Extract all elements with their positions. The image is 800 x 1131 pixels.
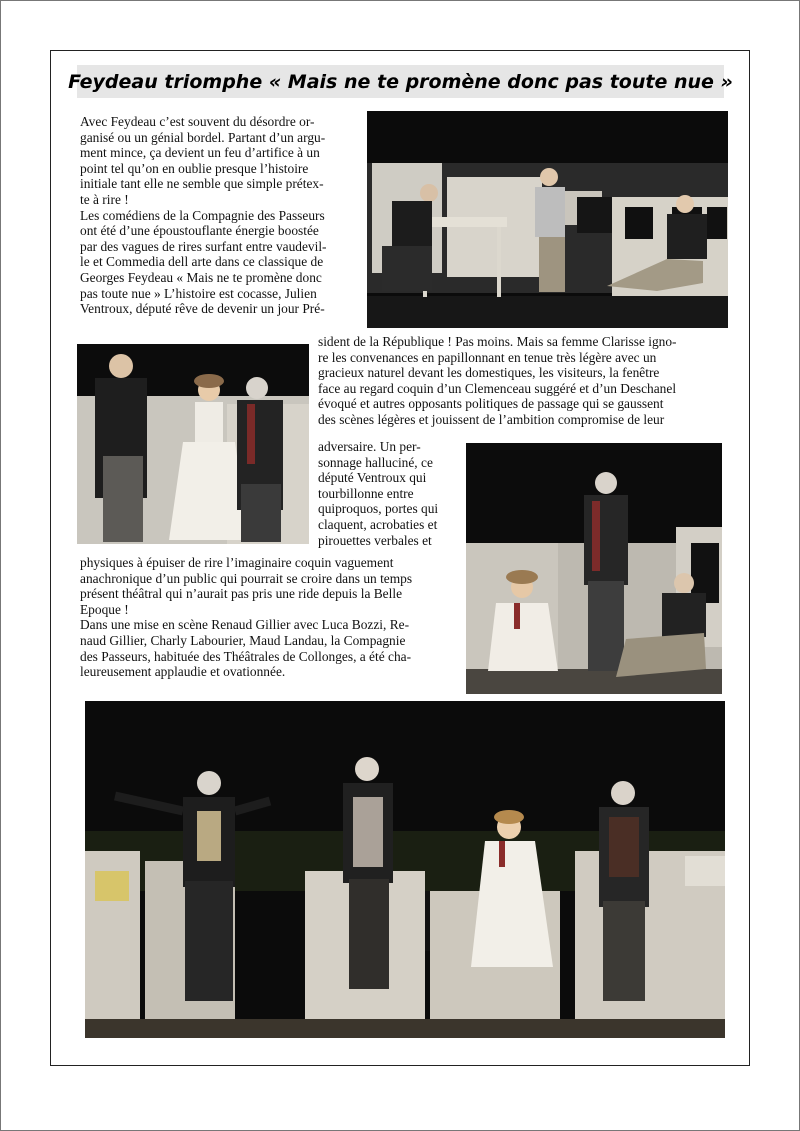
- text-line: ment mince, ça devient un feu d’artifice à un: [80, 145, 320, 161]
- text-line: initiale tant elle ne semble que simple prétex-: [80, 176, 324, 192]
- text-line: sonnage halluciné, ce: [318, 454, 433, 470]
- text-line: ont été d’une époustouflante énergie boostée: [80, 223, 319, 239]
- stage-photo-group-jump: [85, 701, 725, 1038]
- article-text-block-2: [318, 334, 722, 428]
- text-line: te à rire !: [80, 191, 129, 207]
- text-line: gracieux naturel devant les domestiques, les visiteurs, la fenêtre: [318, 365, 660, 381]
- text-line: point tel qu’on en oublie presque l’histoire: [80, 160, 309, 176]
- text-line: par des vagues de rires surfant entre vaudevil-: [80, 238, 327, 254]
- text-line: leureusement applaudie et ovationnée.: [80, 664, 286, 680]
- stage-photo-desk-scene: [367, 111, 728, 328]
- text-line: Dans une mise en scène Renaud Gillier avec Luca Bozzi, Re-: [80, 617, 410, 633]
- text-line: des Passeurs, habituée des Théâtrales de Collonges, a été cha-: [80, 648, 412, 664]
- text-line: re les convenances en papillonnant en tenue très légère avec un: [318, 349, 657, 365]
- article-text-block-3: [318, 439, 455, 548]
- text-line: naud Gillier, Charly Labourier, Maud Landau, la Compagnie: [80, 632, 406, 648]
- text-line: évoqué et autres opposants politiques de passage qui se gaussent: [318, 396, 664, 412]
- text-line: Ventroux, député rêve de devenir un jour Pré-: [80, 301, 325, 317]
- text-line: physiques à épuiser de rire l’imaginaire coquin vaguement: [80, 555, 394, 570]
- article-text-block-1: [80, 114, 356, 317]
- text-line: pirouettes verbales et: [318, 532, 432, 548]
- stage-photo-trio: [77, 344, 309, 544]
- text-line: quiproquos, portes qui: [318, 501, 439, 517]
- text-line: sident de la République ! Pas moins. Mais sa femme Clarisse igno-: [318, 334, 677, 349]
- text-line: Epoque !: [80, 601, 129, 617]
- stage-photo-bench-scene: [466, 443, 722, 694]
- text-line: tourbillonne entre: [318, 485, 414, 501]
- text-line: député Ventroux qui: [318, 470, 427, 486]
- text-line: des scènes légères et jouissent de l’ambition compromise de leur: [318, 411, 665, 427]
- text-line: adversaire. Un per-: [318, 439, 421, 454]
- text-line: Georges Feydeau « Mais ne te promène donc: [80, 269, 322, 285]
- text-line: Les comédiens de la Compagnie des Passeurs: [80, 207, 325, 223]
- text-line: ganisé ou un génial bordel. Partant d’un argu-: [80, 129, 326, 145]
- text-line: face au regard coquin d’un Clemenceau suggéré et d’un Deschanel: [318, 380, 677, 396]
- text-line: pas toute nue » L’histoire est cocasse, Julien: [80, 285, 317, 301]
- text-line: présent théâtral qui n’aurait pas pris une ride depuis la Belle: [80, 586, 403, 602]
- article-text-block-4: [80, 555, 455, 680]
- text-line: anachronique d’un public qui pourrait se croire dans un temps: [80, 570, 413, 586]
- text-line: claquent, acrobaties et: [318, 516, 438, 532]
- article-title: Feydeau triomphe « Mais ne te promène donc pas toute nue »: [77, 65, 724, 98]
- text-line: Avec Feydeau c’est souvent du désordre or-: [80, 114, 315, 129]
- text-line: le et Commedia dell arte dans ce classique de: [80, 254, 324, 270]
